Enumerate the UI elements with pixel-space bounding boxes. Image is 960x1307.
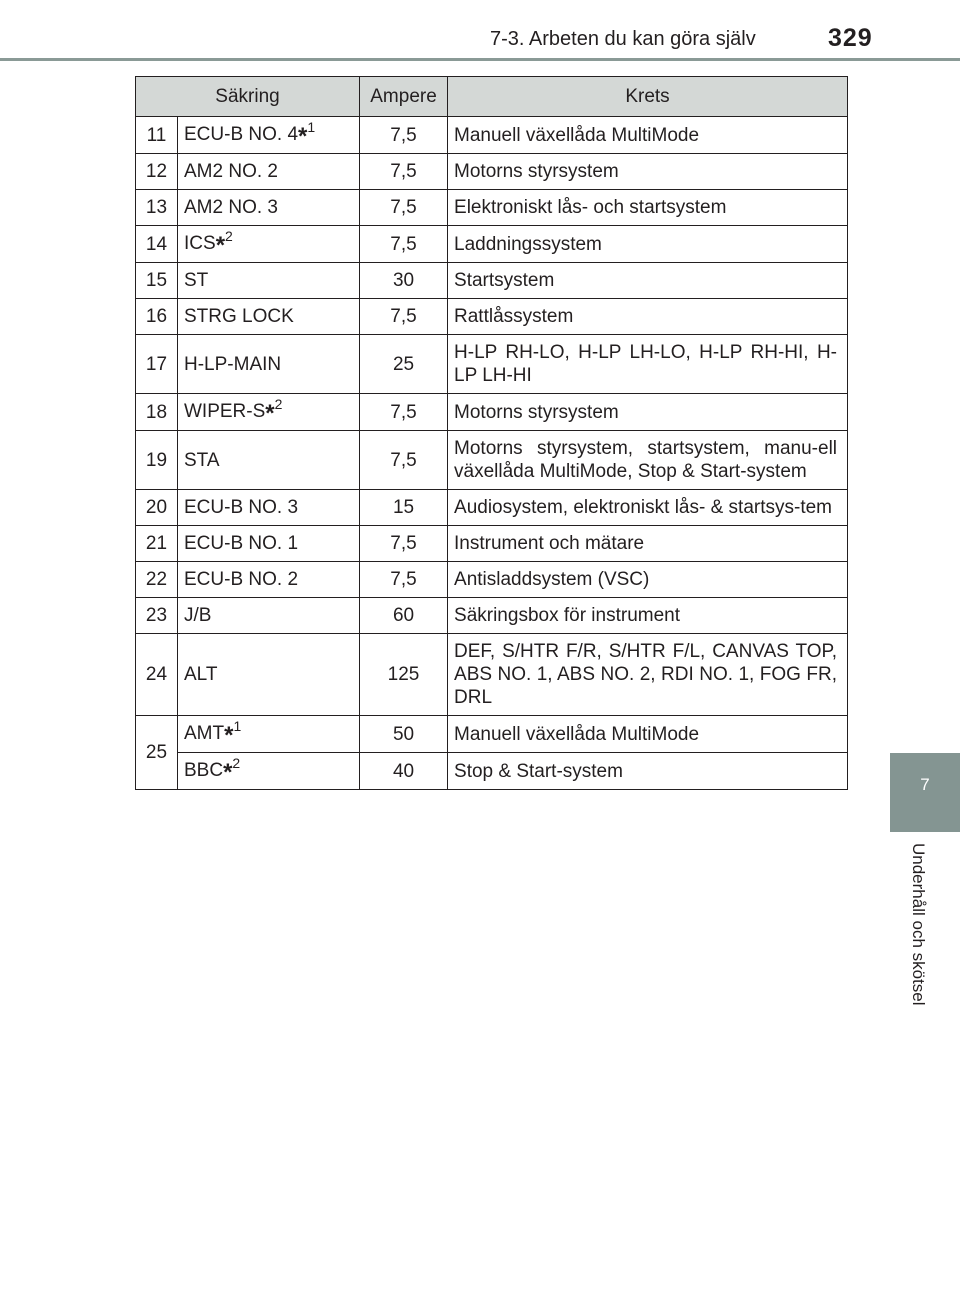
footnote-mark: *	[224, 722, 234, 749]
fuse-name: STA	[178, 431, 360, 490]
fuse-ampere: 7,5	[360, 431, 448, 490]
fuse-ampere: 7,5	[360, 190, 448, 226]
fuse-circuit: Motorns styrsystem	[448, 394, 848, 431]
footnote-ref: 2	[232, 755, 241, 771]
fuse-name: AM2 NO. 2	[178, 154, 360, 190]
fuse-name: STRG LOCK	[178, 299, 360, 335]
section-title: 7-3. Arbeten du kan göra själv	[490, 28, 756, 50]
footnote-mark: *	[215, 232, 226, 259]
fuse-circuit: Antisladdsystem (VSC)	[448, 562, 848, 598]
fuse-number: 23	[136, 598, 178, 634]
footnote-mark: *	[298, 123, 308, 150]
table-row	[136, 490, 848, 526]
fuse-number: 14	[136, 226, 178, 263]
fuse-ampere: 7,5	[360, 394, 448, 431]
column-header-ampere: Ampere	[360, 77, 448, 117]
fuse-number: 19	[136, 431, 178, 490]
fuse-number: 11	[136, 117, 178, 154]
fuse-circuit: Startsystem	[448, 263, 848, 299]
fuse-name-cell	[178, 753, 360, 790]
table-row	[136, 117, 848, 154]
page-number: 329	[828, 24, 873, 52]
fuse-number: 15	[136, 263, 178, 299]
fuse-name: J/B	[178, 598, 360, 634]
fuse-number: 16	[136, 299, 178, 335]
fuse-circuit: Audiosystem, elektroniskt lås- & startsys-tem	[448, 490, 848, 526]
fuse-circuit: Säkringsbox för instrument	[448, 598, 848, 634]
fuse-name: ST	[178, 263, 360, 299]
footnote-mark: *	[223, 759, 233, 786]
fuse-name: H-LP-MAIN	[178, 335, 360, 394]
fuse-circuit: Instrument och mätare	[448, 526, 848, 562]
fuse-ampere: 7,5	[360, 562, 448, 598]
fuse-circuit: Manuell växellåda MultiMode	[448, 117, 848, 154]
fuse-table	[135, 76, 848, 790]
fuse-circuit: Motorns styrsystem, startsystem, manu-ell växellåda MultiMode, Stop & Start-system	[448, 431, 848, 490]
fuse-ampere: 40	[360, 753, 448, 790]
fuse-name: AM2 NO. 3	[178, 190, 360, 226]
fuse-circuit: Laddningssystem	[448, 226, 848, 263]
footnote-ref: 1	[233, 718, 242, 734]
table-row	[136, 299, 848, 335]
fuse-number: 24	[136, 634, 178, 716]
fuse-number: 25	[136, 716, 178, 790]
table-header-row	[136, 77, 848, 117]
table-row	[136, 562, 848, 598]
table-row	[136, 526, 848, 562]
fuse-ampere: 7,5	[360, 117, 448, 154]
table-row	[136, 598, 848, 634]
fuse-name: WIPER-S	[184, 401, 266, 422]
fuse-name: ECU-B NO. 1	[178, 526, 360, 562]
fuse-ampere: 15	[360, 490, 448, 526]
page-header	[0, 0, 960, 62]
table-row	[136, 634, 848, 716]
fuse-ampere: 7,5	[360, 154, 448, 190]
fuse-number: 13	[136, 190, 178, 226]
table-row	[136, 335, 848, 394]
fuse-number: 22	[136, 562, 178, 598]
table-row	[136, 394, 848, 431]
fuse-number: 12	[136, 154, 178, 190]
table-row	[136, 431, 848, 490]
fuse-name: AMT	[184, 723, 225, 744]
fuse-ampere: 50	[360, 716, 448, 753]
fuse-name: BBC	[184, 760, 224, 781]
fuse-name-cell	[178, 394, 360, 431]
fuse-ampere: 30	[360, 263, 448, 299]
fuse-ampere: 125	[360, 634, 448, 716]
fuse-name-cell	[178, 117, 360, 154]
fuse-circuit: Motorns styrsystem	[448, 154, 848, 190]
chapter-title: Underhåll och skötsel	[909, 843, 928, 1006]
header-divider	[0, 58, 960, 61]
fuse-circuit: DEF, S/HTR F/R, S/HTR F/L, CANVAS TOP, ABS NO. 1, ABS NO. 2, RDI NO. 1, FOG FR, DRL	[448, 634, 848, 716]
table-row	[136, 263, 848, 299]
fuse-name: ECU-B NO. 4	[184, 124, 299, 145]
fuse-circuit: Elektroniskt lås- och startsystem	[448, 190, 848, 226]
fuse-name: ECU-B NO. 3	[178, 490, 360, 526]
fuse-ampere: 25	[360, 335, 448, 394]
fuse-ampere: 60	[360, 598, 448, 634]
fuse-number: 17	[136, 335, 178, 394]
fuse-circuit: Stop & Start-system	[448, 753, 848, 790]
table-row	[136, 716, 848, 753]
fuse-ampere: 7,5	[360, 226, 448, 263]
footnote-ref: 2	[274, 396, 283, 412]
fuse-name-cell	[178, 226, 360, 263]
table-row	[136, 190, 848, 226]
column-header-fuse: Säkring	[136, 77, 360, 117]
fuse-name-cell	[178, 716, 360, 753]
fuse-ampere: 7,5	[360, 526, 448, 562]
fuse-circuit: Rattlåssystem	[448, 299, 848, 335]
fuse-circuit: H-LP RH-LO, H-LP LH-LO, H-LP RH-HI, H-LP LH-HI	[448, 335, 848, 394]
fuse-ampere: 7,5	[360, 299, 448, 335]
fuse-circuit: Manuell växellåda MultiMode	[448, 716, 848, 753]
fuse-name: ALT	[178, 634, 360, 716]
footnote-ref: 2	[225, 228, 233, 244]
footnote-ref: 1	[307, 119, 316, 135]
fuse-number: 20	[136, 490, 178, 526]
fuse-number: 18	[136, 394, 178, 431]
fuse-name: ICS	[184, 233, 216, 254]
table-row	[136, 226, 848, 263]
fuse-number: 21	[136, 526, 178, 562]
chapter-tab	[890, 753, 960, 832]
column-header-circuit: Krets	[448, 77, 848, 117]
fuse-name: ECU-B NO. 2	[178, 562, 360, 598]
chapter-title-vertical	[908, 843, 932, 1043]
table-row	[136, 154, 848, 190]
footnote-mark: *	[265, 400, 275, 427]
table-row	[136, 753, 848, 790]
chapter-number: 7	[920, 775, 930, 794]
